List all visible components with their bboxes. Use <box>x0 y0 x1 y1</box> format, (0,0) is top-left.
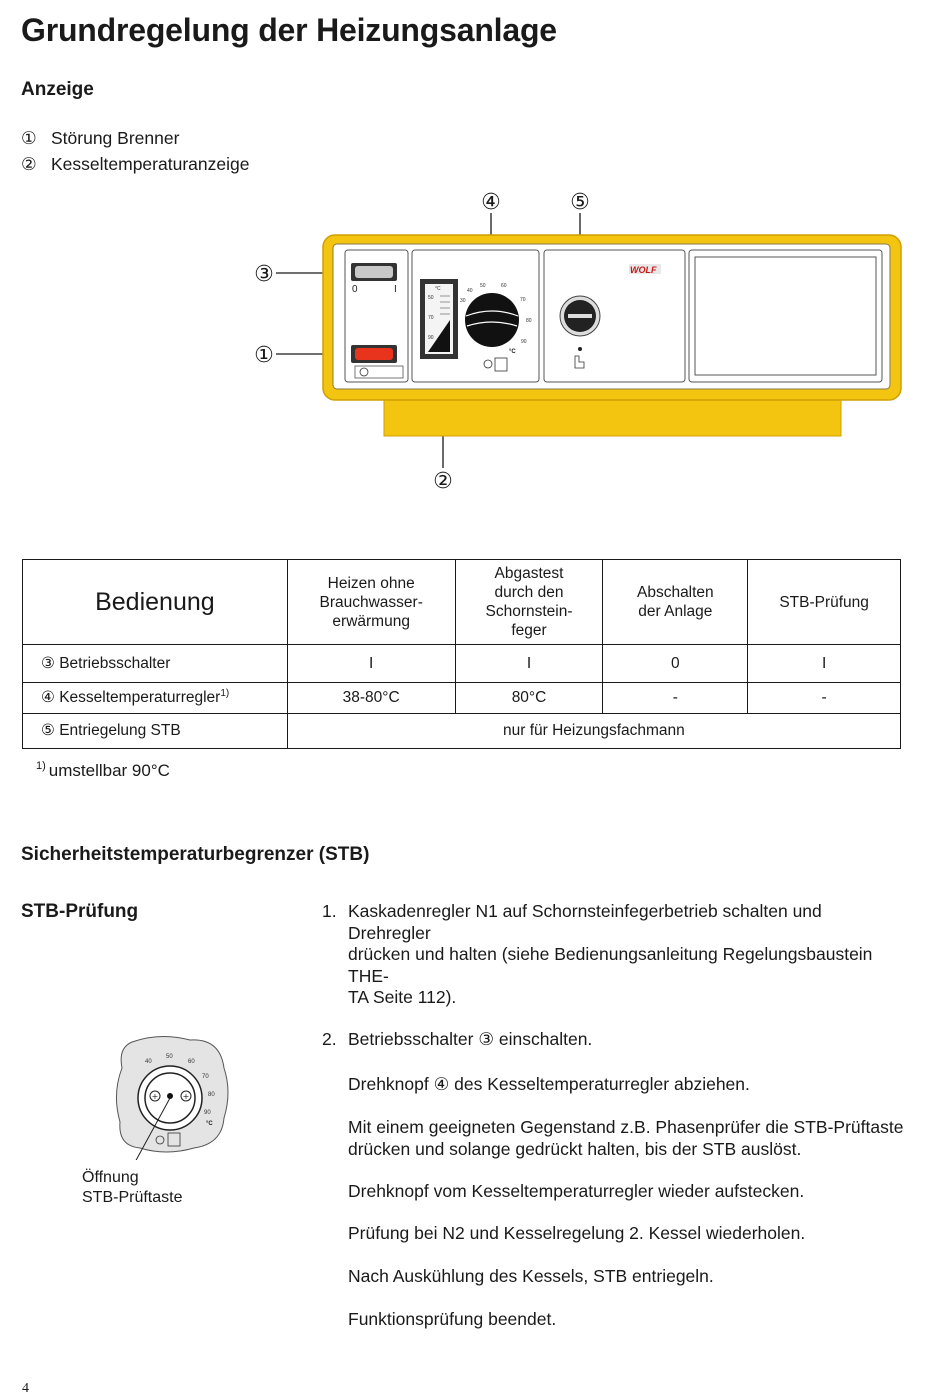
instruction-paragraph: Prüfung bei N2 und Kesselregelung 2. Kessel wiederholen. <box>348 1223 806 1243</box>
callout-3: ③ <box>254 262 274 287</box>
step-2: 2. Betriebsschalter ③ einschalten. <box>322 1029 593 1049</box>
svg-text:60: 60 <box>501 283 507 289</box>
callout-1: ① <box>254 343 274 368</box>
table-cell: 0 <box>603 645 748 682</box>
svg-text:70: 70 <box>520 297 526 303</box>
svg-text:50: 50 <box>166 1054 173 1060</box>
boiler-temperature-knob <box>465 293 519 347</box>
col-header-shutdown: Abschalten der Anlage <box>603 560 748 645</box>
callout-2: ② <box>433 469 453 494</box>
table-cell: 38-80°C <box>287 682 455 713</box>
table-cell: I <box>455 645 603 682</box>
table-cell: - <box>603 682 748 713</box>
blank-module <box>689 250 882 382</box>
brand-logo: WOLF <box>630 265 657 275</box>
svg-text:°C: °C <box>206 1121 213 1127</box>
col-header-flue-test: Abgastest durch den Schornstein- feger <box>455 560 603 645</box>
legend-number: ② <box>21 154 37 174</box>
table-cell: I <box>287 645 455 682</box>
page-title: Grundregelung der Heizungsanlage <box>21 12 557 48</box>
control-panel-illustration <box>0 0 950 500</box>
svg-text:+: + <box>151 1092 159 1101</box>
svg-text:+: + <box>182 1092 190 1101</box>
table-cell: - <box>748 682 901 713</box>
svg-text:70: 70 <box>202 1074 209 1080</box>
row-label: ③ Betriebsschalter <box>23 645 288 682</box>
row-label: ④ Kesseltemperaturregler$^{1)}$ <box>23 682 288 713</box>
svg-text:40: 40 <box>145 1059 152 1065</box>
svg-text:50: 50 <box>480 283 486 289</box>
row-label: ⑤ Entriegelung STB <box>23 713 288 748</box>
instruction-paragraph: Drehknopf ④ des Kesseltemperaturregler abziehen. <box>348 1074 750 1094</box>
table-row <box>23 713 901 748</box>
svg-text:30: 30 <box>460 298 466 304</box>
svg-text:90: 90 <box>204 1110 211 1116</box>
stb-test-caption: Öffnung STB-Prüftaste <box>82 1169 183 1206</box>
operation-table <box>22 559 901 749</box>
callout-5: ⑤ <box>570 190 590 215</box>
svg-text:50: 50 <box>428 295 434 301</box>
stb-test-illustration <box>100 1030 240 1160</box>
legend-number: ① <box>21 128 37 148</box>
instruction-paragraph: Funktionsprüfung beendet. <box>348 1309 557 1329</box>
switch-on-label: I <box>394 284 397 295</box>
instruction-paragraph: Nach Auskühlung des Kessels, STB entriegeln. <box>348 1266 714 1286</box>
svg-text:90: 90 <box>521 339 527 345</box>
table-cell: 80°C <box>455 682 603 713</box>
page-number: 4 <box>22 1381 29 1396</box>
table-cell: I <box>748 645 901 682</box>
legend-label: Störung Brenner <box>51 128 180 148</box>
col-header-stb-test: STB-Prüfung <box>748 560 901 645</box>
col-header-heating: Heizen ohne Brauchwasser- erwärmung <box>287 560 455 645</box>
table-header-row <box>23 560 901 645</box>
switch-off-label: 0 <box>352 284 358 295</box>
svg-text:60: 60 <box>188 1059 195 1065</box>
footnote: $^{1)}$ umstellbar 90°C <box>36 760 170 780</box>
instruction-paragraph: Drehknopf vom Kesseltemperaturregler wieder aufstecken. <box>348 1181 805 1201</box>
table-row <box>23 645 901 682</box>
housing-base <box>384 395 841 436</box>
table-row <box>23 682 901 713</box>
svg-text:°C: °C <box>509 349 516 355</box>
display-heading: Anzeige <box>21 79 94 100</box>
step-1: 1. Kaskadenregler N1 auf Schornsteinfegerbetrieb schalten und Drehregler drücken und halten (siehe Bedienungsanleitung Regelungsbaustein THE- TA Seite 112). <box>322 901 873 1007</box>
svg-text:°C: °C <box>435 286 441 292</box>
legend-label: Kesseltemperaturanzeige <box>51 154 250 174</box>
svg-text:70: 70 <box>428 315 434 321</box>
table-cell-merged: nur für Heizungsfachmann <box>287 713 900 748</box>
stb-subheading: STB-Prüfung <box>21 901 139 922</box>
callout-4: ④ <box>481 190 501 215</box>
stb-heading: Sicherheitstemperaturbegrenzer (STB) <box>21 844 370 865</box>
table-title: Bedienung <box>23 560 288 645</box>
svg-text:40: 40 <box>467 288 473 294</box>
svg-text:80: 80 <box>526 318 532 324</box>
instruction-paragraph: Mit einem geeigneten Gegenstand z.B. Phasenprüfer die STB-Prüftaste drücken und solange gedrückt halten, bis der STB auslöst. <box>348 1117 904 1159</box>
svg-text:90: 90 <box>428 335 434 341</box>
svg-text:80: 80 <box>208 1092 215 1098</box>
